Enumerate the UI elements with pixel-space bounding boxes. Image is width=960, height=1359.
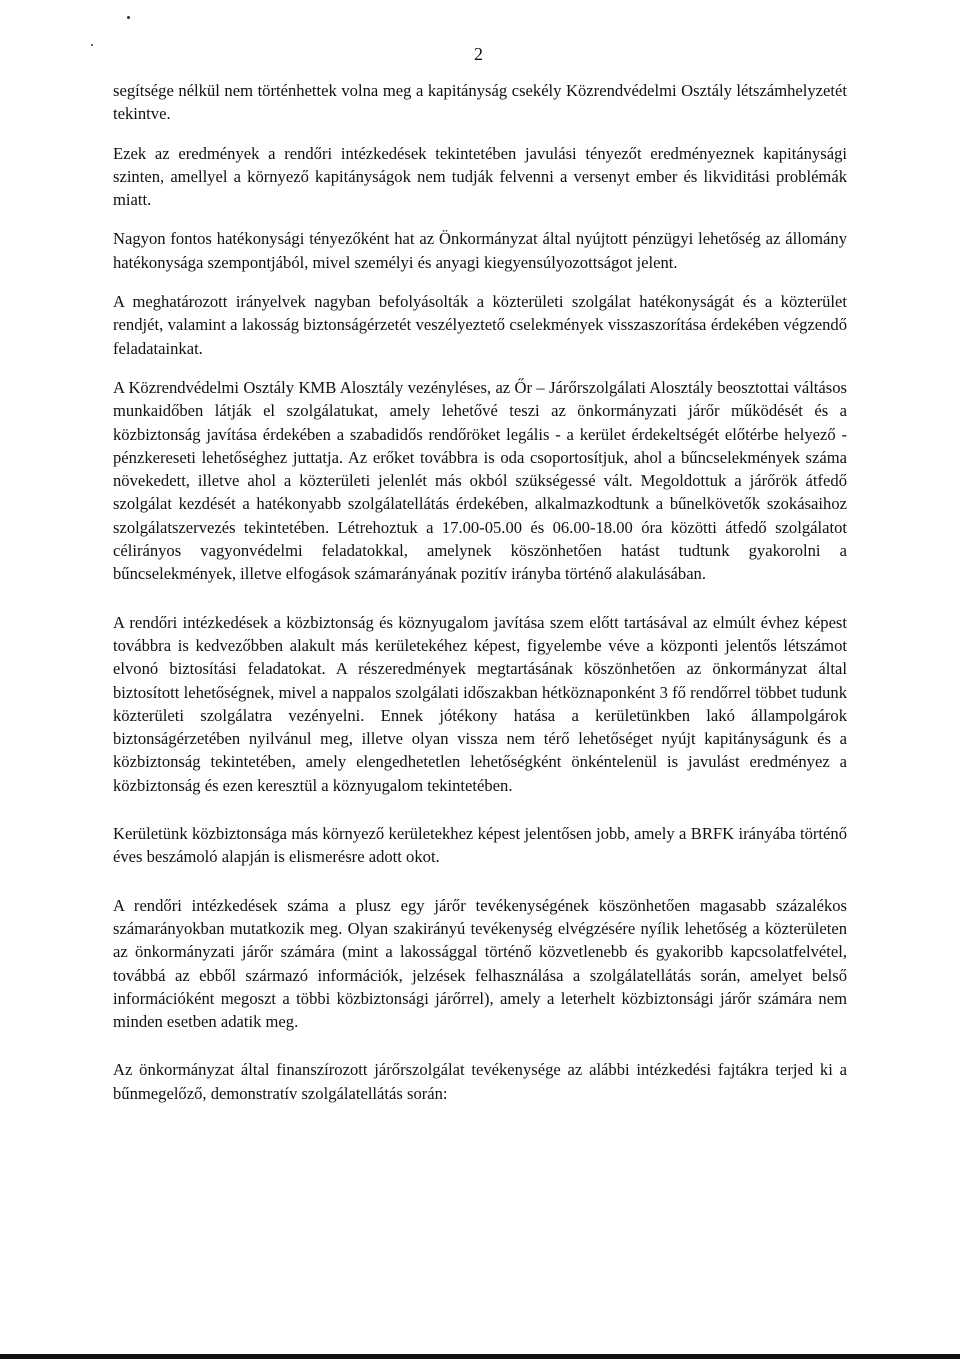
paragraph: A Közrendvédelmi Osztály KMB Alosztály vezényléses, az Őr – Járőrszolgálati Alosztály beosztottai váltásos munkaidőben látják el szolgálatukat, amely lehetővé teszi az önkormányzati járőr működését és a közbiztonság javítása érdekében a szabadidős rendőröket legális - a kerület érdekeltségét előtérbe helyező - pénzkereseti lehetőséghez juttatja. Az erőket továbbra is oda csoportosítjuk, ahol a bűncselekmények száma növekedett, illetve ahol a közterületi jelenlét más okból szükségessé vált. Megoldottuk a járőrök átfedő szolgálat kezdését a hatékonyabb szolgálatellátás érdekében, alkalmazkodtunk a bűnelkövetők szokásaihoz szolgálatszervezés tekintetében. Létrehoztuk a 17.00-05.00 és 06.00-18.00 óra közötti átfedő szolgálatot célirányos vagyonvédelmi feladatokkal, amelynek köszönhetően hatást tudtunk gyakorolni a bűncselekmények, illetve elfogások számarányának pozitív irányba történő alakulásában. xyxy=(113,377,847,584)
scan-edge-bar xyxy=(0,1354,960,1359)
paragraph: A rendőri intézkedések száma a plusz egy járőr tevékenységének köszönhetően magasabb százalékos számarányokban mutatkozik meg. Olyan szakirányú tevékenység elvégzésére nyílik lehetőség a közterületen az önkormányzati járőr számára (mint a lakossággal történő közvetlenebb és gyakoribb kapcsolatfelvétel, továbbá az ebből származó információk, jelzések felhasználása a szolgálatellátás során, amelyet belső információként megoszt a többi közbiztonsági járőrrel), amely a leterhelt közbiztonsági járőr számára nem minden esetben adatik meg. xyxy=(113,895,847,1032)
scan-speck-mark xyxy=(127,16,130,19)
paragraph: Az önkormányzat által finanszírozott járőrszolgálat tevékenysége az alábbi intézkedési fajtákra terjed ki a bűnmegelőző, demonstratív szolgálatellátás során: xyxy=(113,1060,847,1103)
scan-speck-mark xyxy=(91,44,93,46)
paragraph: A rendőri intézkedések a közbiztonság és köznyugalom javítása szem előtt tartásával az elmúlt évhez képest továbbra is kedvezőbben alakult más kerületekéhez képest, figyelembe véve a központi jelentős létszámot elvonó biztosítási feladatokat. A részeredmények megtartásának köszönhetően az önkormányzat által biztosított lehetőségnek, mivel a nappalos szolgálati időszakban hétköznaponként 3 fő rendőrrel többet tudunk közterületi szolgálatra vezényelni. Ennek jótékony hatása a kerületünkben lakó állampolgárok biztonságérzetében nyilvánul meg, illetve olyan vissza nem térő lehetőséget nyújt kapitányságunk és a közbiztonság tekintetében, amely elengedhetetlen lehetőségként önkéntelenül is javulást eredményez a közbiztonság és ezen keresztül a köznyugalom tekintetében. xyxy=(113,612,847,795)
paragraph: A meghatározott irányelvek nagyban befolyásolták a közterületi szolgálat hatékonyságát és a közterület rendjét, valamint a lakosság biztonságérzetét veszélyeztető cselekmények visszaszorítása érdekében végzendő feladatainkat. xyxy=(113,292,847,358)
paragraph: Ezek az eredmények a rendőri intézkedések tekintetében javulási tényezőt eredményeznek kapitánysági szinten, amellyel a környező kapitányságok nem tudják felvenni a versenyt ember és likviditási problémák miatt. xyxy=(113,143,847,210)
page-number: 2 xyxy=(474,44,483,64)
paragraph: Kerületünk közbiztonsága más környező kerületekhez képest jelentősen jobb, amely a BRFK irányába történő éves beszámoló alapján is elismerésre adott okot. xyxy=(113,824,847,867)
paragraph: Nagyon fontos hatékonysági tényezőként hat az Önkormányzat által nyújtott pénzügyi lehetőség az állomány hatékonysága szempontjából, mivel személyi és anyagi kiegyensúlyozottságot jelent. xyxy=(113,229,847,272)
paragraph: segítsége nélkül nem történhettek volna meg a kapitányság csekély Közrendvédelmi Osztály létszámhelyzetét tekintve. xyxy=(113,81,847,124)
document-body xyxy=(113,79,847,1105)
